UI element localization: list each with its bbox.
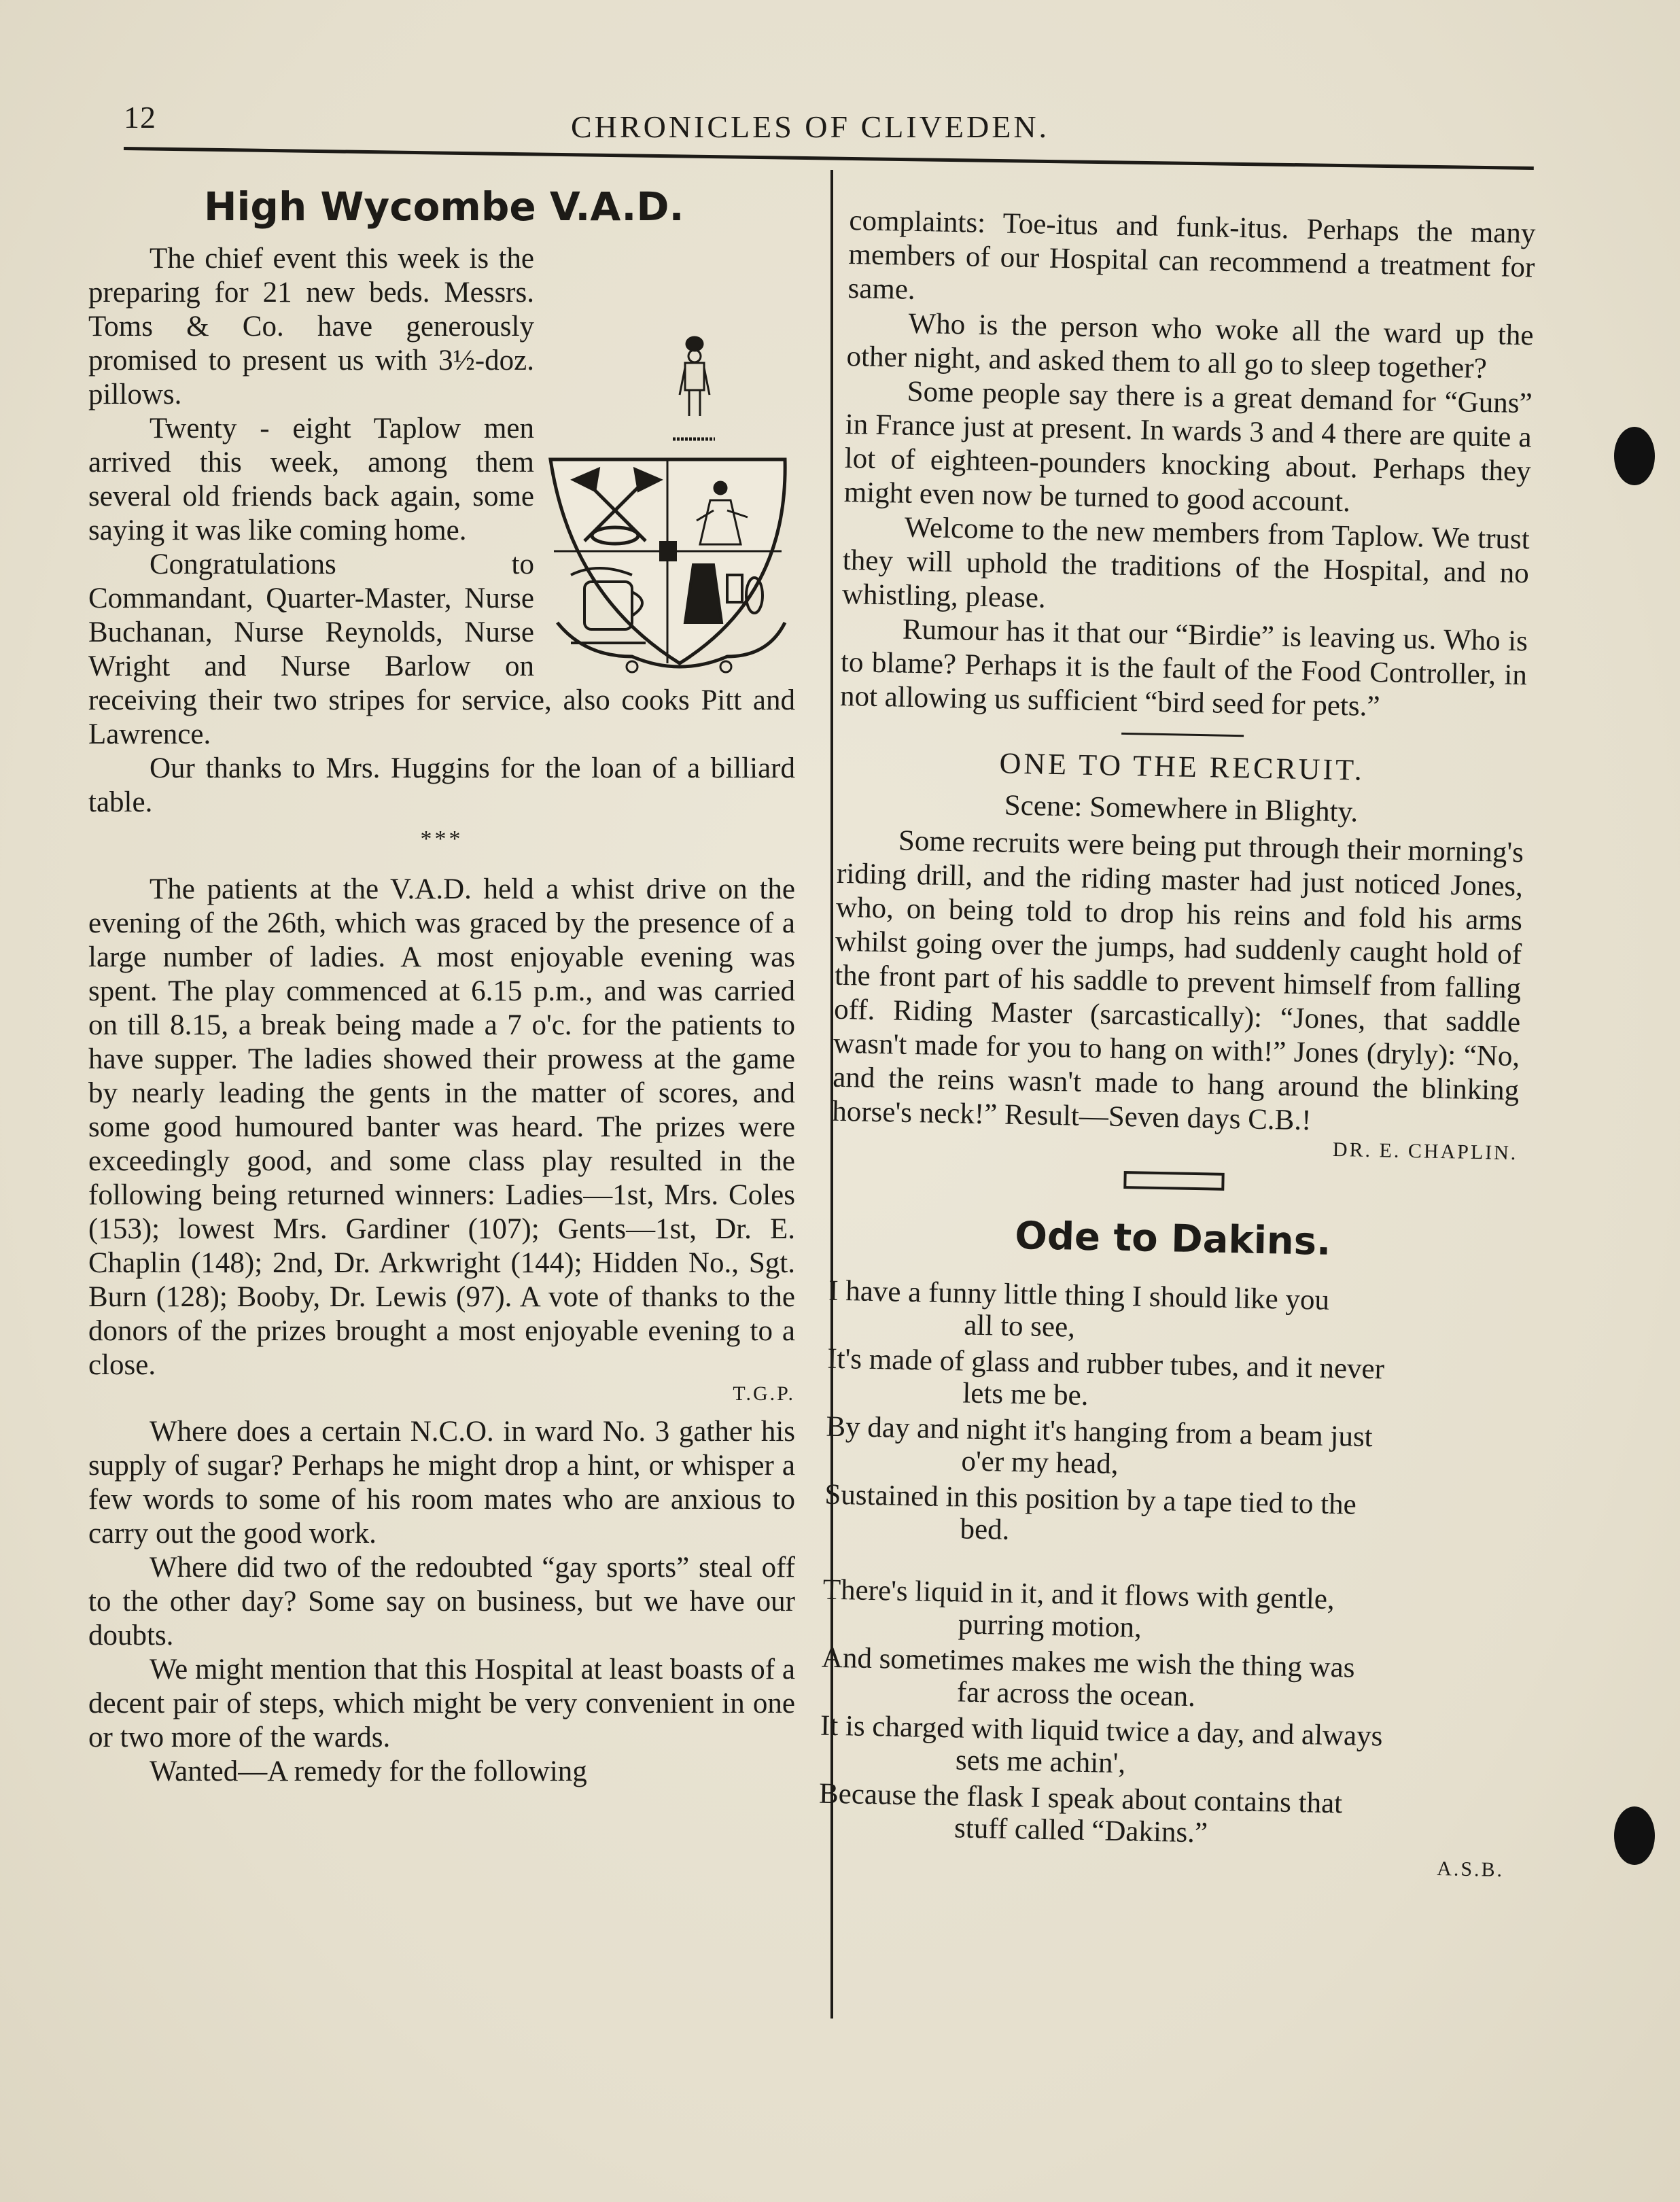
poem-line: bed. (960, 1513, 1010, 1546)
poem-line: There's liquid in it, and it flows with gentle, (822, 1573, 1335, 1616)
left-column (88, 184, 795, 1789)
right-column (818, 204, 1536, 1891)
page-number: 12 (124, 100, 156, 135)
poem-line: It's made of glass and rubber tubes, and it never (826, 1342, 1385, 1386)
paragraph: Congratulations to Commandant, Quarter-Master, Nurse Buchanan, Nurse Reynolds, Nurse Wright and Nurse Barlow on receiving their two stripes for service, also cooks Pitt and Lawrence. (88, 548, 795, 750)
poem-line: stuff called “Dakins.” (953, 1812, 1208, 1849)
poem-line: And sometimes makes me wish the thing was (821, 1641, 1355, 1684)
poem-line: far across the ocean. (956, 1676, 1196, 1713)
section-stars: *** (420, 826, 463, 852)
paragraph-continued: complaints: Toe-itus and funk-itus. Perhaps the many members of our Hospital can recommend a treatment for same. (847, 204, 1536, 306)
header-rule (124, 147, 1534, 170)
poem-line: lets me be. (962, 1377, 1089, 1412)
paragraph: Welcome to the new members from Taplow. We trust they will uphold the traditions of the Hospital, and no whistling, please. (841, 511, 1530, 614)
recruit-scene: Scene: Somewhere in Blighty. (1004, 789, 1359, 828)
poem-line: It is charged with liquid twice a day, and always (820, 1709, 1383, 1753)
paragraph: Our thanks to Mrs. Huggins for the loan of a billiard table. (88, 752, 795, 818)
paragraph: Twenty - eight Taplow men arrived this week, among them several old friends back again, some saying it was like coming home. (88, 413, 534, 546)
paragraph: Wanted—A remedy for the following (150, 1755, 587, 1787)
paragraph: Where does a certain N.C.O. in ward No. 3 gather his supply of sugar? Perhaps he might drop a hint, or whisper a few words to some of his room mates who are anxious to carry out the good work. (88, 1416, 795, 1550)
paragraph: Where did two of the redoubted “gay sports” steal off to the other day? Some say on business, but we have our doubts. (88, 1552, 795, 1652)
poem-line: purring motion, (958, 1608, 1142, 1644)
running-head: CHRONICLES OF CLIVEDEN. (571, 109, 1050, 144)
poem-line: I have a funny little thing I should like you (828, 1274, 1330, 1316)
punch-hole-icon (1614, 427, 1655, 485)
poem-line: By day and night it's hanging from a beam just (826, 1410, 1373, 1454)
signature-tgp: T.G.P. (733, 1382, 795, 1405)
poem-line: o'er my head, (961, 1445, 1119, 1480)
paragraph: Who is the person who woke all the ward up the other night, and asked them to all go to sleep together? (846, 307, 1534, 385)
paragraph-recruit: Some recruits were being put through their morning's riding drill, and the riding master had just noticed Jones, who, on being told to drop his reins and fold his arms whilst going over the jumps, had suddenly caught hold of the front part of his saddle to prevent himself from falling off. Riding Master (sarcastically): “Jones, that saddle wasn't made for you to hang on with!” Jones (dryly): “No, and the reins wasn't made to hang around the blinking horse's neck!” Result—Seven days C.B.! (831, 824, 1524, 1137)
paragraph: The chief event this week is the preparing for 21 new beds. Messrs. Toms & Co. have generously promised to present us with 3½-doz. pillows. (88, 243, 534, 410)
paragraph-whist-drive: The patients at the V.A.D. held a whist drive on the evening of the 26th, which was graced by the presence of a large number of ladies. A most enjoyable evening was spent. The play commenced at 6.15 p.m., and was carried on till 8.15, a break being made a 7 o'c. for the patients to have supper. The ladies showed their prowess at the game by nearly leading the gents in the matter of scores, and some good humoured banter was heard. The prizes were exceedingly good, and some class play resulted in the following being returned winners: Ladies—1st, Mrs. Coles (153); lowest Mrs. Gardiner (107); Gents—1st, Dr. E. Chaplin (148); 2nd, Dr. Arkwright (144); Hidden No., Sgt. Burn (128); Booby, Dr. Lewis (97). A vote of thanks to the donors of the prizes brought a most enjoyable evening to a close. (88, 873, 795, 1381)
signature-asb: A.S.B. (1436, 1857, 1505, 1881)
divider (1121, 733, 1244, 737)
recruit-title: ONE TO THE RECRUIT. (999, 746, 1365, 787)
punch-hole-icon (1614, 1806, 1655, 1865)
ode-title: Ode to Dakins. (1014, 1213, 1331, 1264)
poem-line: all to see, (963, 1309, 1076, 1344)
poem-line: Because the flask I speak about contains that (818, 1777, 1343, 1820)
paragraph: Rumour has it that our “Birdie” is leaving us. Who is to blame? Perhaps it is the fault of the Food Controller, in not allowing us sufficient “bird seed for pets.” (839, 613, 1528, 723)
poem-line: sets me achin', (955, 1744, 1126, 1780)
section-title-high-wycombe: High Wycombe V.A.D. (204, 184, 684, 230)
poem-line: Sustained in this position by a tape tied to the (824, 1478, 1357, 1521)
coat-of-arms-icon (544, 242, 795, 677)
signature-chaplin: DR. E. CHAPLIN. (1332, 1138, 1518, 1165)
paragraph: Some people say there is a great demand for “Guns” in France just at present. In wards 3 and 4 there are quite a lot of eighteen-pounders knocking about. Perhaps they might even now be turned to good account. (843, 375, 1533, 519)
poem-ode-to-dakins (818, 1275, 1516, 1855)
paragraph: We might mention that this Hospital at least boasts of a decent pair of steps, which might be very convenient in one or two more of the wards. (88, 1654, 795, 1753)
crest-illustration (544, 242, 795, 677)
ornament-bar-icon (1123, 1171, 1224, 1191)
